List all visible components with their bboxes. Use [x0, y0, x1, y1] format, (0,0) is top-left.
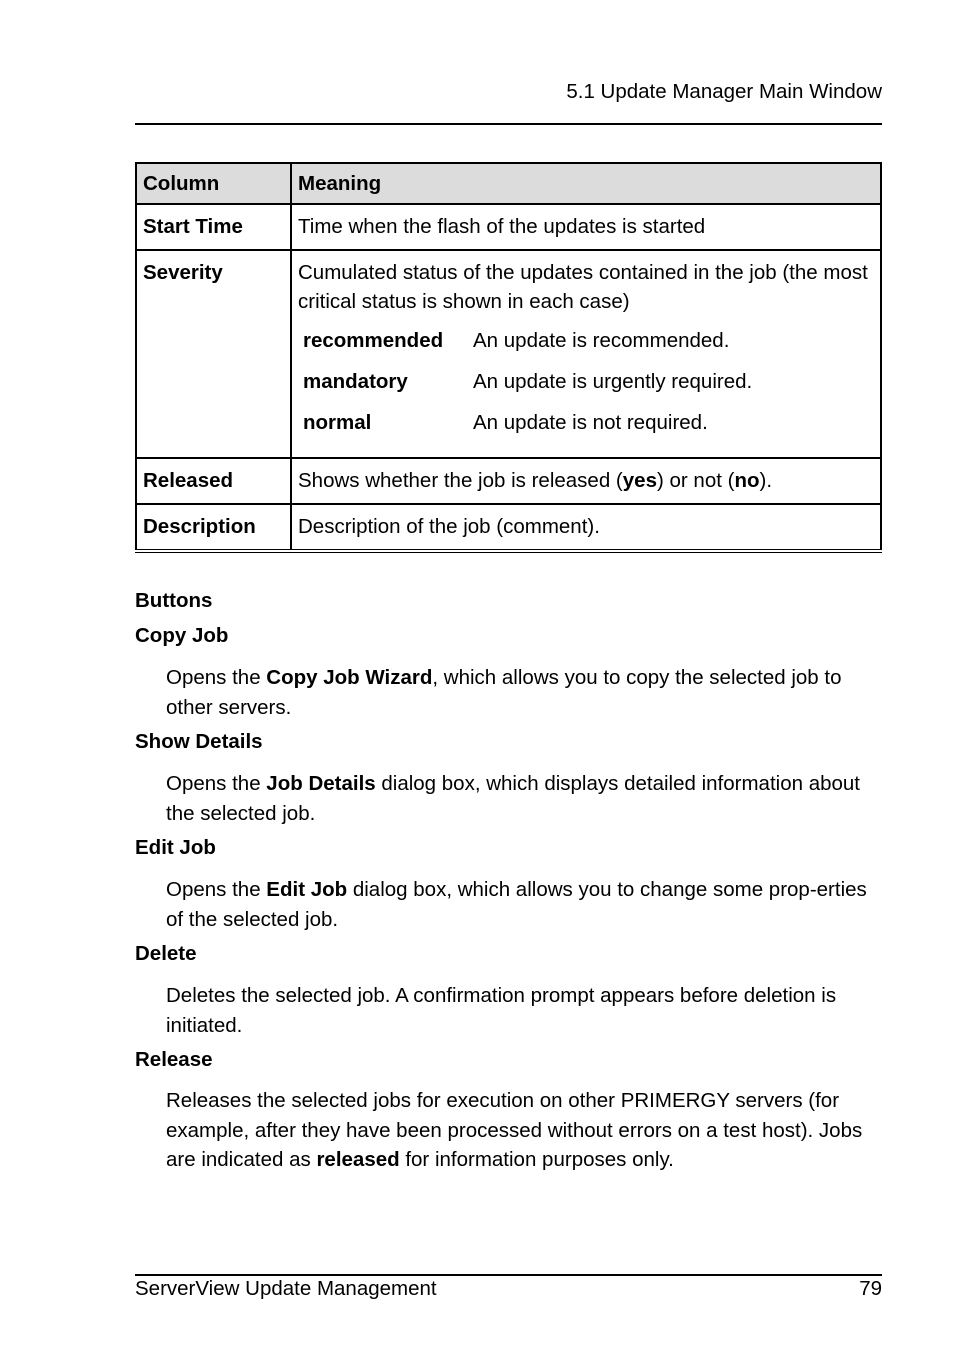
button-title-delete: Delete: [135, 942, 197, 965]
severity-levels: [298, 326, 874, 449]
meaning-text: ).: [759, 469, 773, 492]
page-number: 79: [859, 1277, 882, 1300]
severity-term: recommended: [303, 329, 444, 352]
table-row: [136, 504, 881, 551]
yes-term: yes: [622, 469, 657, 492]
severity-term: mandatory: [303, 370, 408, 393]
button-desc-show-details: Opens the Job Details dialog box, which displays detailed information about the selected job.: [166, 772, 860, 825]
no-term: no: [734, 469, 760, 492]
row-meaning: [291, 458, 881, 504]
button-desc-release: Releases the selected jobs for execution on other PRIMERGY servers (for example, after they have been processed without errors on a test host). Jobs are indicated as released for information purposes only.: [166, 1089, 863, 1171]
severity-level: [298, 367, 874, 408]
table-row: [136, 250, 881, 458]
severity-level: [298, 408, 874, 449]
table-header-column: Column: [136, 163, 291, 204]
button-desc-copy-job: Opens the Copy Job Wizard, which allows you to copy the selected job to other servers.: [166, 666, 842, 719]
severity-text: An update is not required.: [473, 411, 708, 434]
table-row: [136, 458, 881, 504]
button-title-copy-job: Copy Job: [135, 624, 229, 647]
footer-product: ServerView Update Management: [135, 1277, 437, 1300]
table-header-meaning: Meaning: [291, 163, 881, 204]
row-meaning: Description of the job (comment).: [291, 504, 881, 551]
row-meaning: [291, 250, 881, 458]
button-desc-delete: Deletes the selected job. A confirmation prompt appears before deletion is initiated.: [166, 984, 837, 1037]
buttons-heading: Buttons: [135, 589, 213, 612]
meaning-text: Shows whether the job is released (: [298, 469, 623, 492]
column-meaning-table: [135, 162, 882, 553]
severity-text: An update is urgently required.: [473, 370, 753, 393]
footer-rule: [135, 1274, 882, 1276]
button-desc-edit-job: Opens the Edit Job dialog box, which allows you to change some prop-erties of the selected job.: [166, 878, 867, 931]
table-header-row: [136, 163, 881, 204]
row-column-name: Description: [136, 504, 291, 551]
table-row: [136, 204, 881, 250]
row-meaning: Time when the flash of the updates is started: [291, 204, 881, 250]
header-rule: [135, 123, 882, 125]
severity-term: normal: [303, 411, 372, 434]
button-title-show-details: Show Details: [135, 730, 263, 753]
severity-description: Cumulated status of the updates contained in the job (the most critical status is shown in each case): [298, 261, 868, 313]
button-title-edit-job: Edit Job: [135, 836, 216, 859]
meaning-text: ) or not (: [656, 469, 735, 492]
row-column-name: Start Time: [136, 204, 291, 250]
row-column-name: Severity: [136, 250, 291, 458]
button-title-release: Release: [135, 1048, 213, 1071]
running-header: 5.1 Update Manager Main Window: [566, 80, 882, 103]
row-column-name: Released: [136, 458, 291, 504]
severity-text: An update is recommended.: [473, 329, 730, 352]
severity-level: [298, 326, 874, 367]
